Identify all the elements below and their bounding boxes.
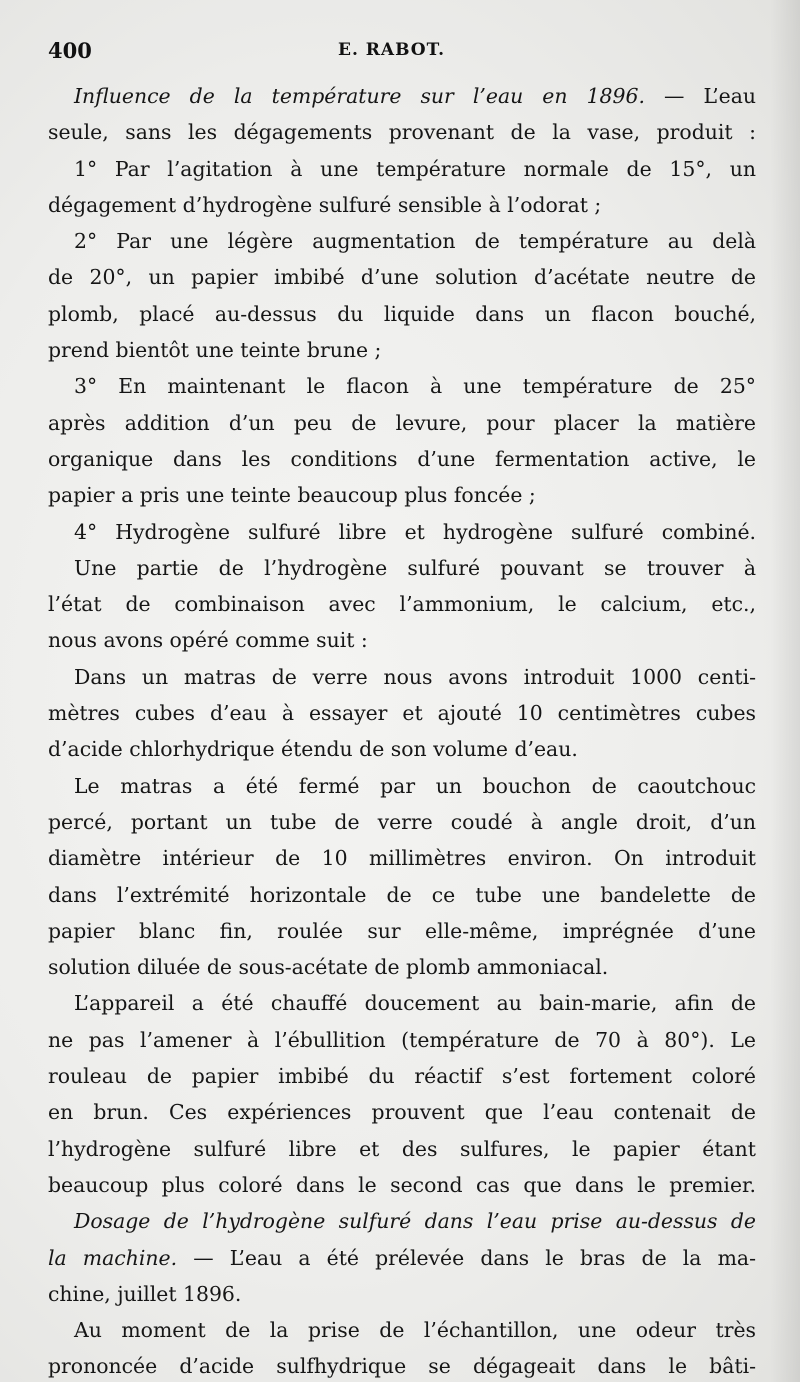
- text-segment: 2° Par une légère augmentation de température au delà: [74, 229, 756, 254]
- text-line: [48, 622, 756, 658]
- text-segment: d’acide chlorhydrique étendu de son volume d’eau.: [48, 737, 578, 762]
- text-segment: — L’eau: [644, 84, 756, 108]
- text-line: [48, 78, 756, 114]
- text-line: [48, 223, 756, 259]
- text-line: [48, 114, 756, 150]
- italic-text-segment: la machine.: [48, 1245, 178, 1270]
- text-line: [48, 659, 756, 695]
- text-segment: Le matras a été fermé par un bouchon de caoutchouc: [74, 773, 756, 798]
- text-line: [48, 1167, 756, 1203]
- text-segment: beaucoup plus coloré dans le second cas que dans le premier.: [48, 1172, 756, 1197]
- text-segment: — L’eau a été prélevée dans le bras de la ma-: [177, 1245, 756, 1270]
- text-line: [48, 259, 756, 295]
- text-segment: prononcée d’acide sulfhydrique se dégageait dans le bâti-: [48, 1354, 756, 1379]
- text-line: [48, 405, 756, 441]
- text-line: [48, 368, 756, 404]
- text-segment: Au moment de la prise de l’échantillon, une odeur très: [74, 1318, 756, 1343]
- text-line: [48, 586, 756, 622]
- text-line: [48, 550, 756, 586]
- text-line: [48, 441, 756, 477]
- text-segment: papier a pris une teinte beaucoup plus foncée ;: [48, 483, 536, 508]
- text-segment: ne pas l’amener à l’ébullition (température de 70 à 80°). Le: [48, 1027, 756, 1052]
- text-segment: 4° Hydrogène sulfuré libre et hydrogène sulfuré combiné.: [74, 519, 756, 544]
- text-segment: 1° Par l’agitation à une température normale de 15°, un: [74, 156, 756, 181]
- text-segment: 3° En maintenant le flacon à une température de 25°: [74, 374, 756, 399]
- text-segment: chine, juillet 1896.: [48, 1281, 242, 1306]
- text-segment: percé, portant un tube de verre coudé à angle droit, d’un: [48, 809, 756, 834]
- text-line: [48, 877, 756, 913]
- text-segment: après addition d’un peu de levure, pour placer la matière: [48, 410, 756, 435]
- body-text: [48, 78, 756, 1382]
- text-line: [48, 768, 756, 804]
- page-edge-shadow: [770, 0, 800, 1382]
- text-line: [48, 514, 756, 550]
- text-line: [48, 332, 756, 368]
- text-line: [48, 1203, 756, 1239]
- italic-text-segment: Influence de la température sur l’eau en 1896.: [74, 84, 645, 108]
- text-line: [48, 296, 756, 332]
- text-line: [48, 804, 756, 840]
- text-segment: solution diluée de sous-acétate de plomb ammoniacal.: [48, 955, 609, 980]
- text-line: [48, 840, 756, 876]
- page-header: [48, 34, 768, 68]
- text-line: [48, 731, 756, 767]
- text-segment: prend bientôt une teinte brune ;: [48, 338, 382, 363]
- text-line: [48, 1240, 756, 1276]
- text-line: [48, 1312, 756, 1348]
- running-head: E. RABOT.: [338, 40, 445, 60]
- text-segment: l’hydrogène sulfuré libre et des sulfures, le papier étant: [48, 1136, 756, 1161]
- text-line: [48, 913, 756, 949]
- text-segment: Une partie de l’hydrogène sulfuré pouvant se trouver à: [74, 555, 756, 580]
- text-segment: nous avons opéré comme suit :: [48, 628, 368, 653]
- text-line: [48, 1058, 756, 1094]
- text-segment: seule, sans les dégagements provenant de la vase, produit :: [48, 120, 756, 145]
- text-line: [48, 477, 756, 513]
- text-segment: mètres cubes d’eau à essayer et ajouté 10 centimètres cubes: [48, 701, 756, 726]
- text-segment: l’état de combinaison avec l’ammonium, le calcium, etc.,: [48, 592, 756, 617]
- italic-text-segment: Dosage de l’hydrogène sulfuré dans l’eau prise au-dessus de: [74, 1209, 756, 1234]
- text-line: [48, 695, 756, 731]
- text-line: [48, 985, 756, 1021]
- text-segment: rouleau de papier imbibé du réactif s’est fortement coloré: [48, 1064, 756, 1089]
- text-segment: dégagement d’hydrogène sulfuré sensible à l’odorat ;: [48, 192, 602, 217]
- text-line: [48, 1348, 756, 1382]
- text-segment: Dans un matras de verre nous avons introduit 1000 centi-: [74, 664, 756, 689]
- text-line: [48, 1094, 756, 1130]
- text-segment: organique dans les conditions d’une fermentation active, le: [48, 446, 756, 471]
- text-line: [48, 187, 756, 223]
- text-line: [48, 1276, 756, 1312]
- text-line: [48, 949, 756, 985]
- text-line: [48, 1022, 756, 1058]
- text-line: [48, 1131, 756, 1167]
- text-segment: plomb, placé au-dessus du liquide dans un flacon bouché,: [48, 301, 756, 326]
- text-line: [48, 151, 756, 187]
- text-segment: L’appareil a été chauffé doucement au bain-marie, afin de: [74, 991, 756, 1016]
- text-segment: dans l’extrémité horizontale de ce tube une bandelette de: [48, 882, 756, 907]
- text-segment: de 20°, un papier imbibé d’une solution d’acétate neutre de: [48, 265, 756, 290]
- text-segment: en brun. Ces expériences prouvent que l’eau contenait de: [48, 1100, 756, 1125]
- page-number: 400: [48, 38, 92, 63]
- text-segment: papier blanc fin, roulée sur elle-même, imprégnée d’une: [48, 918, 756, 943]
- text-segment: diamètre intérieur de 10 millimètres environ. On introduit: [48, 846, 756, 871]
